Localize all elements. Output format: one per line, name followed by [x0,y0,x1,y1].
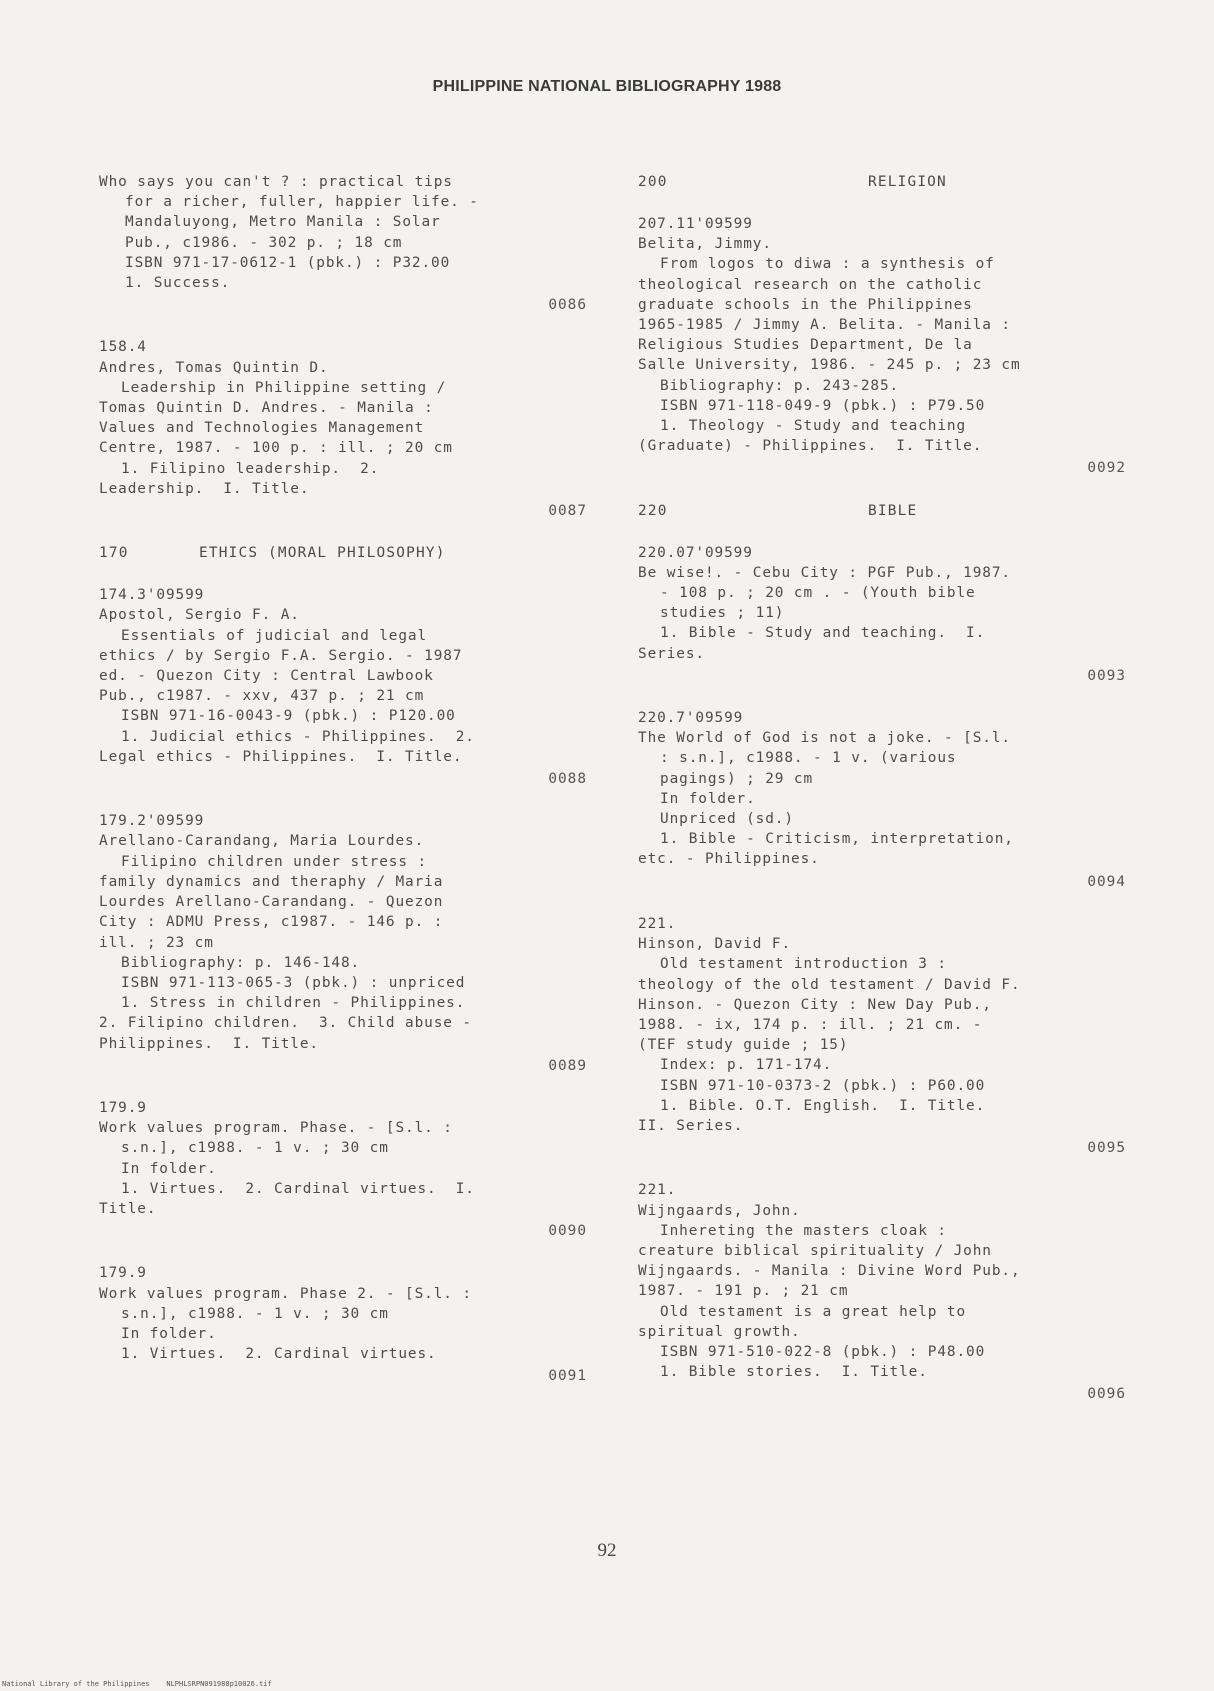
entry-line: Series. [638,645,705,662]
entry-number: 0087 [548,503,587,520]
section-code: 170 [99,545,129,562]
entry-line: 1987. - 191 p. ; 21 cm [638,1283,849,1300]
entry-line: ethics / by Sergio F.A. Sergio. - 1987 [99,647,463,664]
entry-line: In folder. [121,1325,217,1342]
entry-line: Leadership. I. Title. [99,480,310,497]
entry-line: 1. Bible. O.T. English. I. Title. [660,1097,986,1114]
entry-line: II. Series. [638,1117,744,1134]
entry-number: 0092 [1087,460,1126,477]
entry-author: Arellano-Carandang, Maria Lourdes. [99,833,425,850]
entry-line: - 108 p. ; 20 cm . - (Youth bible [660,585,976,602]
entry-0086 [99,172,587,315]
entry-line: Philippines. I. Title. [99,1035,319,1052]
class-number: 174.3'09599 [99,587,205,604]
entry-line: City : ADMU Press, c1987. - 146 p. : [99,914,444,931]
entry-line: family dynamics and theraphy / Maria [99,873,444,890]
entry-line: 1. Filipino leadership. 2. [121,460,380,477]
entry-author: Apostol, Sergio F. A. [99,607,300,624]
entry-0093 [638,543,1126,686]
entry-line: for a richer, fuller, happier life. - [125,194,479,211]
entry-line: theological research on the catholic [638,276,983,293]
entry-0096 [638,1180,1126,1404]
entry-line: Pub., c1987. - xxv, 437 p. ; 21 cm [99,688,425,705]
class-number: 179.2'09599 [99,813,205,830]
section-title: BIBLE [868,502,918,519]
class-number: 221. [638,1182,677,1199]
entry-number: 0095 [1087,1140,1126,1157]
section-heading-220 [638,501,1126,521]
entry-line: Centre, 1987. - 100 p. : ill. ; 20 cm [99,440,453,457]
entry-author: Belita, Jimmy. [638,236,772,253]
entry-0088 [99,585,587,789]
entry-line: Essentials of judicial and legal [121,627,428,644]
class-number: 221. [638,915,677,932]
entry-line: Mandaluyong, Metro Manila : Solar [125,214,441,231]
entry-line: 1. Virtues. 2. Cardinal virtues. I. [121,1180,475,1197]
entry-line: Unpriced (sd.) [660,811,794,828]
entry-line: Who says you can't ? : practical tips [99,174,453,190]
section-heading-200 [638,172,1126,192]
entry-number: 0086 [548,297,587,314]
entry-line: The World of God is not a joke. - [S.l. [638,730,1011,747]
entry-line: s.n.], c1988. - 1 v. ; 30 cm [121,1140,389,1157]
entry-author: Hinson, David F. [638,936,792,953]
entry-line: Legal ethics - Philippines. I. Title. [99,748,463,765]
entry-line: 1. Success. [125,275,231,292]
entry-line: Lourdes Arellano-Carandang. - Quezon [99,894,444,911]
entry-line: 1. Bible - Study and teaching. I. [660,625,986,642]
entry-line: Work values program. Phase 2. - [S.l. : [99,1285,472,1302]
entry-line: spiritual growth. [638,1323,801,1340]
entry-line: pagings) ; 29 cm [660,770,814,787]
class-number: 220.07'09599 [638,544,753,561]
entry-0089 [99,811,587,1076]
entry-line: 1. Judicial ethics - Philippines. 2. [121,728,475,745]
entry-number: 0094 [1087,873,1126,890]
left-column [99,172,587,1409]
entry-line: From logos to diwa : a synthesis of [660,256,995,273]
entry-line: Bibliography: p. 146-148. [121,954,361,971]
class-number: 220.7'09599 [638,710,744,727]
section-title: ETHICS (MORAL PHILOSOPHY) [199,545,446,562]
entry-0087 [99,337,587,521]
entry-line: 1. Theology - Study and teaching [660,418,967,435]
entry-line: creature biblical spirituality / John [638,1242,992,1259]
entry-number: 0090 [548,1223,587,1240]
entry-line: Leadership in Philippine setting / [121,379,447,396]
entry-line: Bibliography: p. 243-285. [660,377,900,394]
entry-author: Wijngaards, John. [638,1202,801,1219]
entry-line: (Graduate) - Philippines. I. Title. [638,438,983,455]
section-heading-170 [99,543,587,563]
entry-line: ISBN 971-16-0043-9 (pbk.) : P120.00 [121,708,456,725]
entry-line: ISBN 971-118-049-9 (pbk.) : P79.50 [660,397,986,414]
entry-line: Be wise!. - Cebu City : PGF Pub., 1987. [638,564,1011,581]
entry-line: In folder. [121,1160,217,1177]
entry-0091 [99,1263,587,1386]
scan-footer: National Library of the Philippines NLPHLSRPN091988p10026.tif [2,1680,272,1688]
entry-line: Hinson. - Quezon City : New Day Pub., [638,996,992,1013]
entry-0092 [638,214,1126,479]
entry-line: 1965-1985 / Jimmy A. Belita. - Manila : [638,317,1011,334]
entry-line: Inhereting the masters cloak : [660,1222,947,1239]
right-column [638,172,1126,1427]
entry-number: 0088 [548,771,587,788]
entry-line: Old testament is a great help to [660,1303,967,1320]
entry-line: ed. - Quezon City : Central Lawbook [99,668,434,685]
page-number: 92 [597,1540,617,1561]
entry-number: 0089 [548,1057,587,1074]
class-number: 158.4 [99,339,147,356]
entry-line: ISBN 971-17-0612-1 (pbk.) : P32.00 [125,254,451,271]
entry-line: ISBN 971-113-065-3 (pbk.) : unpriced [121,974,466,991]
entry-line: Old testament introduction 3 : [660,956,947,973]
entry-line: Work values program. Phase. - [S.l. : [99,1120,453,1137]
entry-line: Salle University, 1986. - 245 p. ; 23 cm [638,357,1021,374]
entry-line: Index: p. 171-174. [660,1057,833,1074]
entry-line: Tomas Quintin D. Andres. - Manila : [99,400,434,417]
entry-line: 2. Filipino children. 3. Child abuse - [99,1015,472,1032]
class-number: 207.11'09599 [638,216,753,232]
section-title: RELIGION [868,174,947,190]
entry-line: Values and Technologies Management [99,420,425,437]
entry-line: (TEF study guide ; 15) [638,1037,849,1054]
entry-line: Wijngaards. - Manila : Divine Word Pub., [638,1263,1021,1280]
entry-line: In folder. [660,790,756,807]
entry-line: 1. Bible - Criticism, interpretation, [660,831,1014,848]
entry-0090 [99,1098,587,1241]
entry-0094 [638,708,1126,892]
class-number: 179.9 [99,1265,147,1282]
entry-line: Religious Studies Department, De la [638,337,973,354]
class-number: 179.9 [99,1099,147,1116]
entry-line: Title. [99,1200,157,1217]
entry-line: ISBN 971-510-022-8 (pbk.) : P48.00 [660,1343,986,1360]
entry-line: s.n.], c1988. - 1 v. ; 30 cm [121,1305,389,1322]
entry-line: 1. Virtues. 2. Cardinal virtues. [121,1346,437,1363]
entry-author: Andres, Tomas Quintin D. [99,359,329,376]
entry-line: graduate schools in the Philippines [638,296,973,313]
entry-number: 0093 [1087,667,1126,684]
entry-line: studies ; 11) [660,605,785,622]
entry-line: ill. ; 23 cm [99,934,214,951]
entry-line: Pub., c1986. - 302 p. ; 18 cm [125,234,403,251]
entry-number: 0091 [548,1368,587,1385]
entry-line: 1988. - ix, 174 p. : ill. ; 21 cm. - [638,1016,983,1033]
page-header: PHILIPPINE NATIONAL BIBLIOGRAPHY 1988 [432,78,782,95]
entry-line: 1. Bible stories. I. Title. [660,1364,928,1381]
section-code: 220 [638,502,668,519]
entry-number: 0096 [1087,1386,1126,1403]
entry-line: etc. - Philippines. [638,851,820,868]
entry-line: : s.n.], c1988. - 1 v. (various [660,750,957,767]
entry-line: Filipino children under stress : [121,853,428,870]
section-code: 200 [638,174,668,190]
entry-line: ISBN 971-10-0373-2 (pbk.) : P60.00 [660,1077,986,1094]
entry-line: theology of the old testament / David F. [638,976,1021,993]
entry-0095 [638,914,1126,1158]
entry-line: 1. Stress in children - Philippines. [121,995,466,1012]
